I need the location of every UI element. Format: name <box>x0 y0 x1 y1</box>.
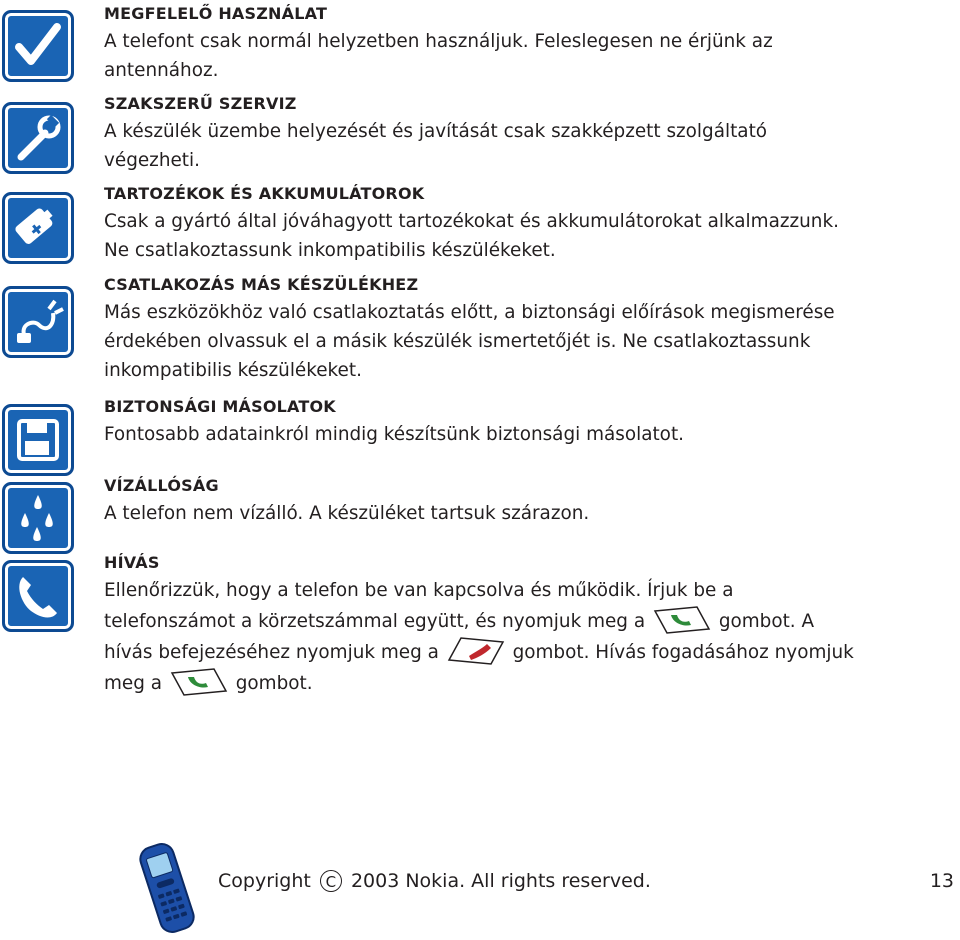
section-backups <box>104 394 944 449</box>
section-proper-use <box>104 1 944 85</box>
section-text-line: érdekében olvassuk el a másik készülék ismertetőjét is. Ne csatlakoztassunk <box>104 331 811 352</box>
section-heading: TARTOZÉKOK ÉS AKKUMULÁTOROK <box>104 184 425 203</box>
section-text-line <box>104 605 944 636</box>
section-text-line: Más eszközökhöz való csatlakoztatás előtt, a biztonsági előírások megismerése <box>104 302 835 323</box>
section-text-line: Ne csatlakoztassunk inkompatibilis készülékeket. <box>104 240 556 261</box>
text-fragment: gombot. <box>235 673 313 694</box>
text-fragment: telefonszámot a körzetszámmal együtt, és nyomjuk meg a <box>104 611 646 632</box>
handset-icon <box>2 560 74 632</box>
copyright-notice <box>218 867 651 895</box>
section-text-line: Ellenőrizzük, hogy a telefon be van kapcsolva és működik. Írjuk be a <box>104 580 734 601</box>
section-heading: SZAKSZERŰ SZERVIZ <box>104 94 297 113</box>
section-heading: VÍZÁLLÓSÁG <box>104 476 219 495</box>
section-heading: BIZTONSÁGI MÁSOLATOK <box>104 397 336 416</box>
section-text-line <box>104 667 944 698</box>
copyright-symbol: C <box>320 870 342 892</box>
section-text-line <box>104 636 944 667</box>
page-number: 13 <box>929 870 954 892</box>
section-text-line: A telefont csak normál helyzetben használjuk. Feleslegesen ne érjünk az <box>104 31 773 52</box>
section-connecting <box>104 272 944 385</box>
phone-illustration <box>136 840 198 936</box>
call-key-icon <box>168 667 230 697</box>
section-text-line: A telefon nem vízálló. A készüléket tartsuk szárazon. <box>104 503 590 524</box>
wrench-icon <box>2 102 74 174</box>
section-text-line: Csak a gyártó által jóváhagyott tartozékokat és akkumulátorokat alkalmazzunk. <box>104 211 839 232</box>
section-accessories <box>104 181 944 265</box>
section-heading: MEGFELELŐ HASZNÁLAT <box>104 4 328 23</box>
copyright-rest: 2003 Nokia. All rights reserved. <box>350 870 651 892</box>
call-key-icon <box>651 605 713 635</box>
end-key-icon <box>445 636 507 666</box>
check-icon <box>2 10 74 82</box>
section-text-line: antennához. <box>104 60 219 81</box>
section-text-line: inkompatibilis készülékeket. <box>104 360 362 381</box>
section-service <box>104 91 944 175</box>
section-text-line: végezheti. <box>104 150 200 171</box>
section-heading: CSATLAKOZÁS MÁS KÉSZÜLÉKHEZ <box>104 275 419 294</box>
section-text-line: Fontosabb adatainkról mindig készítsünk biztonsági másolatot. <box>104 424 684 445</box>
copyright-word: Copyright <box>218 870 311 892</box>
water-drops-icon <box>2 482 74 554</box>
section-calling <box>104 550 944 698</box>
section-heading: HÍVÁS <box>104 553 160 572</box>
section-water-resistance <box>104 473 944 528</box>
text-fragment: gombot. A <box>718 611 815 632</box>
battery-icon <box>2 192 74 264</box>
text-fragment: hívás befejezéséhez nyomjuk meg a <box>104 642 439 663</box>
section-text-line: A készülék üzembe helyezését és javítását csak szakképzett szolgáltató <box>104 121 768 142</box>
text-fragment: gombot. Hívás fogadásához nyomjuk <box>512 642 854 663</box>
floppy-icon <box>2 404 74 476</box>
plug-icon <box>2 286 74 358</box>
text-fragment: meg a <box>104 673 163 694</box>
